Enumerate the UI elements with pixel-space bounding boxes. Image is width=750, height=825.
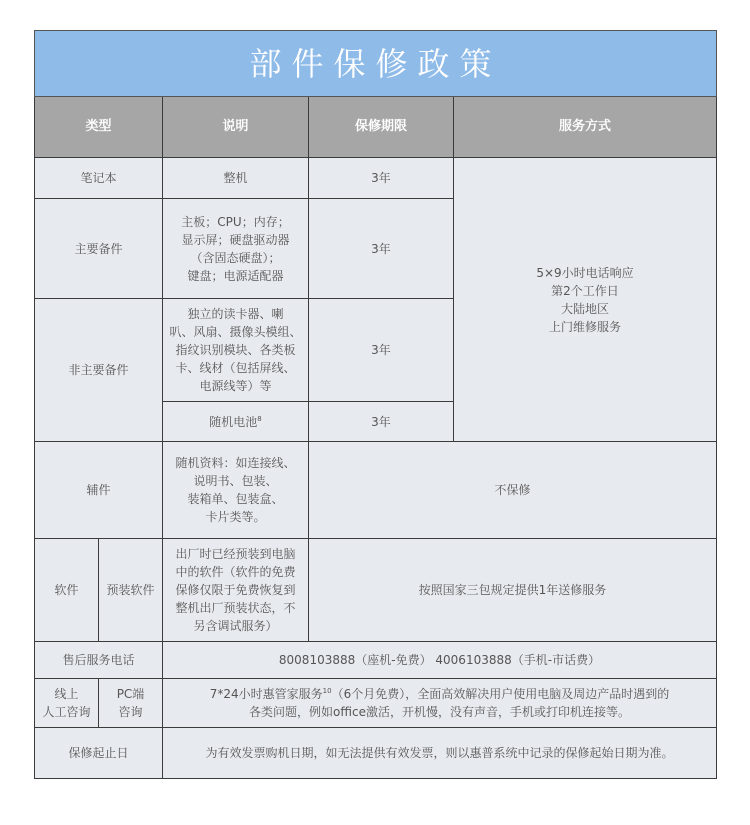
table-row xyxy=(35,728,717,779)
desc-minor-parts xyxy=(163,299,309,402)
desc-line: 叭、风扇、摄像头模组、 xyxy=(169,325,302,339)
service-method-cell xyxy=(454,158,717,442)
footnote-marker: 8 xyxy=(257,414,262,423)
table-row xyxy=(35,442,717,539)
desc-software xyxy=(163,539,309,642)
desc-line: 另含调试服务） xyxy=(193,619,278,633)
service-line: 5×9小时电话响应 xyxy=(536,265,634,280)
header-warranty-period: 保修期限 xyxy=(309,97,454,158)
period-minor-parts: 3年 xyxy=(309,299,454,402)
warranty-date-label: 保修起止日 xyxy=(35,728,163,779)
desc-accessory xyxy=(163,442,309,539)
desc-line: （含固态硬盘）； xyxy=(190,250,281,265)
footnote-marker: 10 xyxy=(322,687,332,695)
online-sublabel xyxy=(99,679,163,728)
label-line: PC端 xyxy=(116,687,145,701)
desc-line: 卡片类等。 xyxy=(205,510,266,524)
hotline-label: 售后服务电话 xyxy=(35,642,163,679)
service-line: 上门维修服务 xyxy=(548,319,621,334)
desc-major-parts xyxy=(163,199,309,299)
service-line: 大陆地区 xyxy=(560,301,609,316)
desc-line: 说明书、包装、 xyxy=(193,474,278,488)
period-battery: 3年 xyxy=(309,402,454,442)
label-line: 咨询 xyxy=(118,705,143,719)
online-value-line1 xyxy=(167,685,712,703)
desc-notebook: 整机 xyxy=(163,158,309,199)
header-description: 说明 xyxy=(163,97,309,158)
online-label xyxy=(35,679,99,728)
type-major-parts: 主要备件 xyxy=(35,199,163,299)
desc-line: 中的软件（软件的免费 xyxy=(175,565,296,579)
policy-accessory: 不保修 xyxy=(309,442,717,539)
table-title: 部件保修政策 xyxy=(35,31,717,97)
desc-battery xyxy=(163,402,309,442)
battery-label: 随机电池 xyxy=(209,414,258,429)
table-row xyxy=(35,539,717,642)
policy-software: 按照国家三包规定提供1年送修服务 xyxy=(309,539,717,642)
table-row xyxy=(35,158,717,199)
desc-line: 出厂时已经预装到电脑 xyxy=(175,547,296,561)
desc-line: 整机出厂预装状态，不 xyxy=(175,601,296,615)
desc-line: 主板；CPU；内存； xyxy=(181,214,290,229)
desc-line: 独立的读卡器、喇 xyxy=(187,307,284,321)
desc-line: 装箱单、包装盒、 xyxy=(187,492,284,506)
header-service-method: 服务方式 xyxy=(454,97,717,158)
label-line: 人工咨询 xyxy=(42,705,91,719)
table-row xyxy=(35,642,717,679)
online-value xyxy=(163,679,717,728)
desc-line: 键盘；电源适配器 xyxy=(187,268,284,283)
label-line: 线上 xyxy=(54,687,79,701)
online-value-line2: 各类问题，例如office激活，开机慢，没有声音，手机或打印机连接等。 xyxy=(249,705,630,719)
parts-warranty-policy-table xyxy=(34,30,717,779)
hotline-value: 8008103888（座机-免费） 4006103888（手机-市话费） xyxy=(163,642,717,679)
warranty-date-value: 为有效发票购机日期，如无法提供有效发票，则以惠普系统中记录的保修起始日期为准。 xyxy=(163,728,717,779)
subtype-preinstalled-software: 预装软件 xyxy=(99,539,163,642)
desc-line: 卡、线材（包括屏线、 xyxy=(175,361,296,375)
desc-line: 保修仅限于免费恢复到 xyxy=(175,583,296,597)
value-text: 7*24小时惠管家服务 xyxy=(209,687,323,701)
desc-line: 电源线等）等 xyxy=(199,379,272,393)
period-major-parts: 3年 xyxy=(309,199,454,299)
service-line: 第2个工作日 xyxy=(551,283,619,298)
desc-line: 随机资料：如连接线、 xyxy=(175,456,296,470)
header-type: 类型 xyxy=(35,97,163,158)
period-notebook: 3年 xyxy=(309,158,454,199)
type-software: 软件 xyxy=(35,539,99,642)
type-notebook: 笔记本 xyxy=(35,158,163,199)
type-minor-parts: 非主要备件 xyxy=(35,299,163,442)
desc-line: 指纹识别模块、各类板 xyxy=(175,343,296,357)
desc-line: 显示屏；硬盘驱动器 xyxy=(181,232,290,247)
type-accessory: 辅件 xyxy=(35,442,163,539)
table-row xyxy=(35,679,717,728)
value-text: （6个月免费），全面高效解决用户使用电脑及周边产品时遇到的 xyxy=(331,687,670,701)
